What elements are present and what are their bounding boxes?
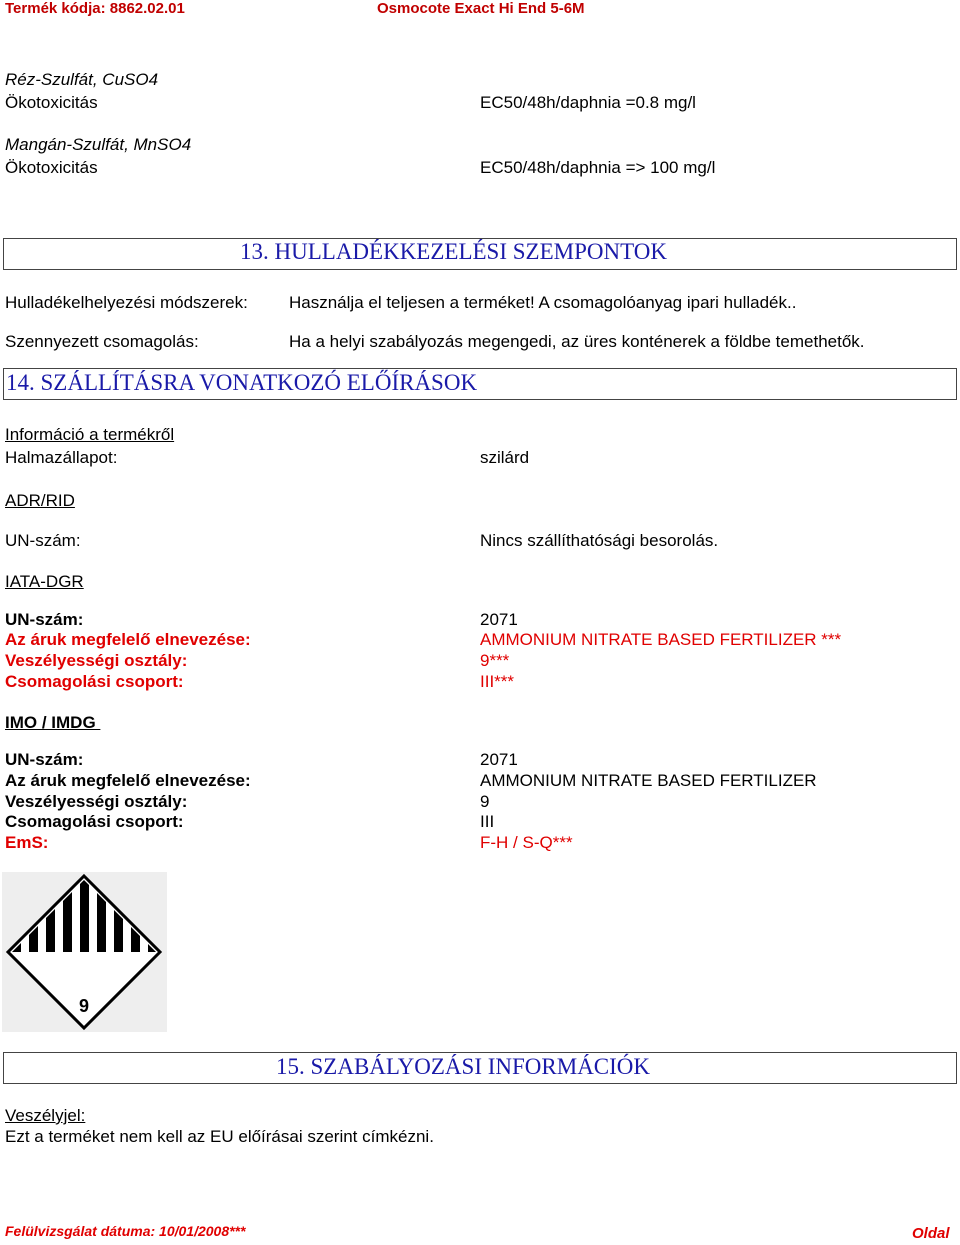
ecotox-value: EC50/48h/daphnia =0.8 mg/l [480,93,696,112]
iata-shipping-name-label: Az áruk megfelelő elnevezése: [5,630,251,649]
imo-shipping-name-value: AMMONIUM NITRATE BASED FERTILIZER [480,771,817,790]
product-name: Osmocote Exact Hi End 5-6M [377,0,585,17]
imo-ems-label: EmS: [5,833,49,852]
ecotox-value: EC50/48h/daphnia => 100 mg/l [480,158,716,177]
imo-imdg-heading: IMO / IMDG [5,713,101,732]
imo-shipping-name-label: Az áruk megfelelő elnevezése: [5,771,251,790]
imo-un-value: 2071 [480,750,518,769]
iata-packing-group-value: III*** [480,672,515,691]
iata-packing-group-label: Csomagolási csoport: [5,672,184,691]
physical-state-label: Halmazállapot: [5,448,118,467]
imo-hazard-class-value: 9 [480,792,490,811]
disposal-methods-label: Hulladékelhelyezési módszerek: [5,293,248,312]
section-14-header [3,368,957,400]
imo-hazard-class-label: Veszélyességi osztály: [5,792,188,811]
adr-un-value: Nincs szállíthatósági besorolás. [480,531,719,550]
physical-state-value: szilárd [480,448,530,467]
imo-packing-group-value: III [480,812,495,831]
section-13-header [3,238,957,270]
iata-hazard-class-label: Veszélyességi osztály: [5,651,188,670]
iata-hazard-class-value: 9*** [480,651,510,670]
product-code: Termék kódja: 8862.02.01 [5,0,185,17]
iata-dgr-heading: IATA-DGR [5,572,84,591]
iata-un-value: 2071 [480,610,518,629]
hazard-symbol-heading: Veszélyjel: [5,1106,86,1125]
ecotox-label: Ökotoxicitás [5,158,98,177]
imo-un-label: UN-szám: [5,750,84,769]
class-9-hazard-label [2,872,167,1032]
disposal-methods-value: Használja el teljesen a terméket! A csomagolóanyag ipari hulladék.. [289,293,797,312]
section-15-header [3,1052,957,1084]
imo-ems-value: F-H / S-Q*** [480,833,573,852]
contaminated-packaging-label: Szennyezett csomagolás: [5,332,199,351]
substance-name: Mangán-Szulfát, MnSO4 [5,135,192,154]
section-13-title: 13. HULLADÉKKEZELÉSI SZEMPONTOK [240,239,667,264]
adr-un-label: UN-szám: [5,531,81,550]
imo-packing-group-label: Csomagolási csoport: [5,812,184,831]
revision-date: Felülvizsgálat dátuma: 10/01/2008*** [5,1223,246,1239]
labeling-statement: Ezt a terméket nem kell az EU előírásai szerint címkézni. [5,1127,434,1146]
product-info-heading: Információ a termékről [5,425,175,444]
section-15-title: 15. SZABÁLYOZÁSI INFORMÁCIÓK [276,1054,651,1079]
class-9-diamond-icon [2,872,167,1032]
iata-shipping-name-value: AMMONIUM NITRATE BASED FERTILIZER *** [480,630,842,649]
iata-un-label: UN-szám: [5,610,84,629]
ecotox-label: Ökotoxicitás [5,93,98,112]
adr-rid-heading: ADR/RID [5,491,75,510]
section-14-title: 14. SZÁLLÍTÁSRA VONATKOZÓ ELŐÍRÁSOK [6,370,478,395]
page-label: Oldal [912,1225,950,1242]
hazard-class-number: 9 [78,996,90,1016]
contaminated-packaging-value: Ha a helyi szabályozás megengedi, az üres konténerek a földbe temethetők. [289,332,865,351]
substance-name: Réz-Szulfát, CuSO4 [5,70,159,89]
